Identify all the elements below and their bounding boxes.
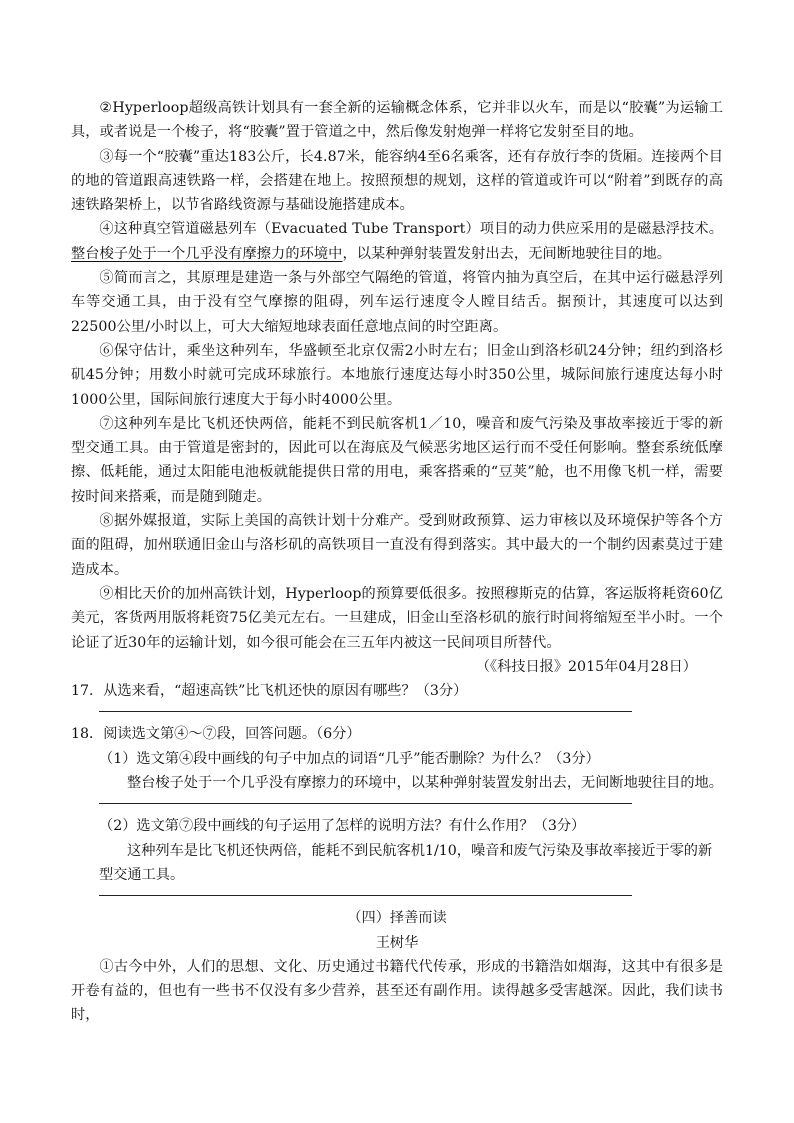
question-18-2: （2）选文第⑦段中画线的句子运用了怎样的说明方法？有什么作用？（3分）	[99, 818, 586, 835]
passage-paragraph-7: ⑦这种列车是比飞机还快两倍，能耗不到民航客机1／10，噪音和废气污染及事故率接近于零的新型交通工具。由于管道是密封的，因此可以在海底及气候恶劣地区运行而不受任何影响。整套系统低摩擦、低耗能，通过太阳能电池板就能提供日常的用电，乘客搭乘的“豆荚”舱，也不用像飞机一样，需要按时间来搭乘，而是随到随走。	[71, 415, 723, 505]
passage-paragraph-4	[71, 217, 723, 266]
passage-paragraph-6: ⑥保守估计，乘坐这种列车，华盛顿至北京仅需2小时左右；旧金山到洛杉矶24分钟；纽约到洛杉矶45分钟；用数小时就可完成环球旅行。本地旅行速度达每小时350公里，城际间旅行速度达每小时1000公里，国际间旅行速度大于每小时4000公里。	[71, 342, 723, 408]
passage-paragraph-5: ⑤简而言之，其原理是建造一条与外部空气隔绝的管道，将管内抽为真空后，在其中运行磁悬浮列车等交通工具，由于没有空气摩擦的阻碍，列车运行速度令人瞠目结舌。据预计，其速度可以达到22500公里/小时以上，可大大缩短地球表面任意地点间的时空距离。	[71, 270, 723, 335]
question-17: 17．从选来看，“超速高铁”比飞机还快的原因有哪些？（3分）	[71, 683, 468, 700]
passage-paragraph-3: ③每一个“胶囊”重达183公斤，长4.87米，能容纳4至6名乘客，还有存放行李的货厢。连接两个目的地的管道跟高速铁路一样，会搭建在地上。按照预想的规划，这样的管道或许可以“附着”到既存的高速铁路架桥上，以节省路线资源与基础设施搭建成本。	[71, 148, 723, 214]
document-page	[71, 96, 723, 1028]
paragraph-4-text-a: ④这种真空管道磁悬列车（Evacuated Tube Transport）项目的动力供应采用的是磁悬浮技术。	[99, 221, 723, 238]
section-4-heading: （四）择善而读	[347, 910, 447, 927]
question-18-1: （1）选文第④段中画线的句子中加点的词语“几乎”能否删除？为什么？（3分）	[99, 750, 600, 767]
question-18-1-quote: 整台梭子处于一个几乎没有摩擦力的环境中，以某种弹射装置发射出去，无间断地驶往目的地。	[127, 775, 723, 792]
passage-paragraph-9: ⑨相比天价的加州高铁计划，Hyperloop的预算要低很多。按照穆斯克的估算，客运版将耗资60亿美元，客货两用版将耗资75亿美元左右。一旦建成，旧金山至洛杉矶的旅行时间将缩短至半小时。一个论证了近30年的运输计划，如今很可能会在三五年内被这一民间项目所替代。	[71, 585, 723, 651]
paragraph-4-text-b: ，以某种弹射装置发射出去，无间断地驶往目的地。	[342, 245, 672, 262]
answer-line-17[interactable]	[99, 703, 632, 712]
answer-line-18-2[interactable]	[99, 887, 632, 896]
passage-paragraph-8: ⑧据外媒报道，实际上美国的高铁计划十分难产。受到财政预算、运力审核以及环境保护等各个方面的阻碍，加州联通旧金山与洛杉矶的高铁项目一直没有得到落实。其中最大的一个制约因素莫过于建造成本。	[71, 513, 723, 578]
section-4-author: 王树华	[375, 934, 419, 951]
question-18: 18．阅读选文第④～⑦段，回答问题。（6分）	[71, 726, 361, 743]
passage-paragraph-2: ②Hyperloop超级高铁计划具有一套全新的运输概念体系，它并非以火车，而是以“胶囊”为运输工具，或者说是一个梭子，将“胶囊”置于管道之中，然后像发射炮弹一样将它发射至目的地。	[71, 100, 723, 141]
underlined-sentence: 整台梭子处于一个几乎没有摩擦力的环境中	[71, 245, 343, 262]
question-18-2-quote: 这种列车是比飞机还快两倍，能耗不到民航客机1/10，噪音和废气污染及事故率接近于零的新型交通工具。	[99, 842, 713, 883]
answer-line-18-1[interactable]	[99, 795, 632, 804]
passage-source: （《科技日报》2015年04月28日）	[475, 658, 697, 675]
section-4-paragraph-1: ①古今中外，人们的思想、文化、历史通过书籍代代传承，形成的书籍浩如烟海，这其中有很多是开卷有益的，但也有一些书不仅没有多少营养，甚至还有副作用。读得越多受害越深。因此，我们读书时，	[71, 958, 723, 1024]
